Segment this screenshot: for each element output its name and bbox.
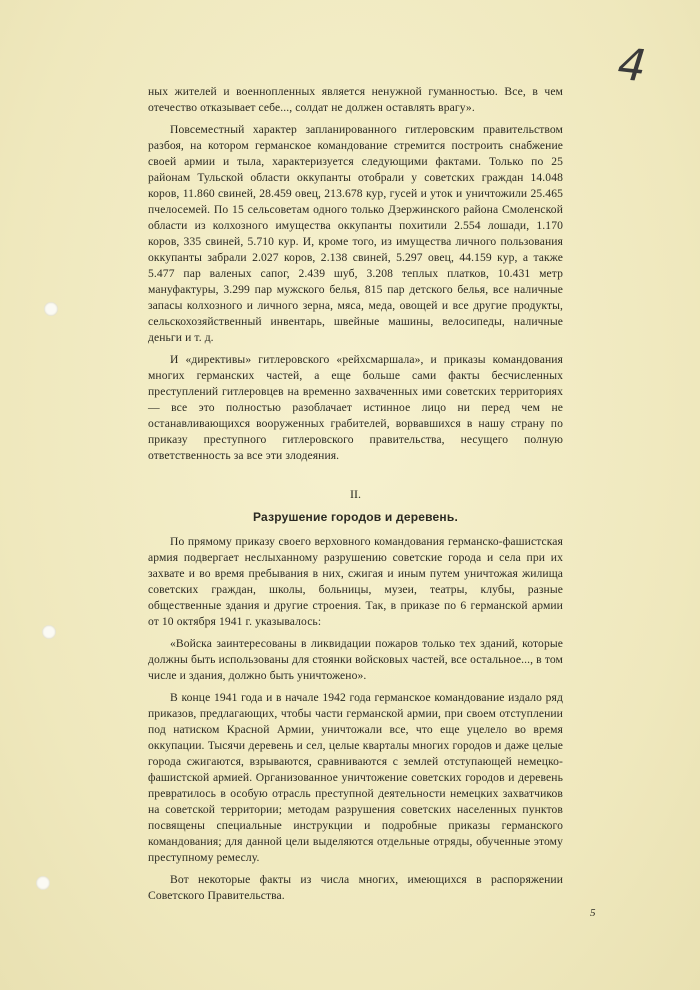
paragraph: И «директивы» гитлеровского «рейхсмаршала», и приказы командования многих германских частей, а еще больше сами факты бесчисленных преступлений гитлеровцев на временно захваченных ими советских территориях — все это полностью разоблачает истинное лицо ни перед чем не останавливающихся вооруженных грабителей, ворвавшихся в нашу страну по приказу преступного гитлеровского правительства, несущего полную ответственность за все эти злодеяния.	[148, 353, 563, 462]
punch-hole	[44, 302, 58, 316]
section-heading: Разрушение городов и деревень.	[253, 510, 458, 524]
punch-hole	[36, 876, 50, 890]
page-number: 5	[590, 907, 596, 919]
bottom-text-block	[148, 534, 563, 910]
punch-hole	[42, 625, 56, 639]
paragraph: В конце 1941 года и в начале 1942 года германское командование издало ряд приказов, предлагающих, чтобы части германской армии, при своем отступлении под натиском Красной Армии, уничтожали все, что еще уцелело во время оккупации. Тысячи деревень и сел, целые кварталы многих городов и даже целые города сжигаются, взрываются, сравниваются с землей отступающей немецко-фашистской армией. Организованное уничтожение советских городов и деревень превратилось в особую отрасль преступной деятельности немецких захватчиков на советской территории; методам разрушения советских населенных пунктов посвящены специальные инструкции и подробные приказы германского командования; для данной цели выделяются отдельные отряды, обученные этому преступному ремеслу.	[148, 691, 563, 864]
section-numeral: II.	[350, 487, 361, 501]
handwritten-page-number: 4	[615, 38, 649, 93]
top-text-block	[148, 84, 563, 470]
paragraph: ных жителей и военнопленных является ненужной гуманностью. Все, в чем отечество отказывает себе..., солдат не должен оставлять врагу».	[148, 85, 563, 114]
paragraph: По прямому приказу своего верховного командования германско-фашистская армия подвергает неслыханному разрушению советские города и села при их захвате и во время пребывания в них, сжигая и иным путем уничтожая жилища советских граждан, школы, больницы, музеи, театры, клубы, разные общественные здания и другие строения. Так, в приказе по 6 германской армии от 10 октября 1941 г. указывалось:	[148, 535, 563, 628]
paragraph: Повсеместный характер запланированного гитлеровским правительством разбоя, на котором германское командование стремится построить снабжение своей армии и тыла, характеризуется следующими фактами. Только по 25 районам Тульской области оккупанты отобрали у советских граждан 14.048 коров, 11.860 свиней, 28.459 овец, 213.678 кур, гусей и уток и уничтожили 25.465 пчелосемей. По 15 сельсоветам одного только Дзержинского района Смоленской области из колхозного имущества оккупанты похитили 2.554 лошади, 1.170 коров, 335 свиней, 5.710 кур. И, кроме того, из имущества личного пользования оккупанты забрали 2.027 коров, 2.138 свиней, 5.297 овец, 44.159 кур, а также 5.477 пар валеных сапог, 2.439 шуб, 3.208 теплых платков, 10.431 метр мануфактуры, 3.299 пар мужского белья, 815 пар детского белья, все наличные запасы колхозного и личного зерна, мяса, меда, овощей и все другие продукты, сельскохозяйственный инвентарь, швейные машины, велосипеды, наличные деньги и т. д.	[148, 123, 563, 344]
quotation-paragraph: «Войска заинтересованы в ликвидации пожаров только тех зданий, которые должны быть использованы для стоянки войсковых частей, все остальное..., в том числе и здания, должно быть уничтожено».	[148, 637, 563, 682]
paragraph: Вот некоторые факты из числа многих, имеющихся в распоряжении Советского Правительства.	[148, 873, 563, 902]
